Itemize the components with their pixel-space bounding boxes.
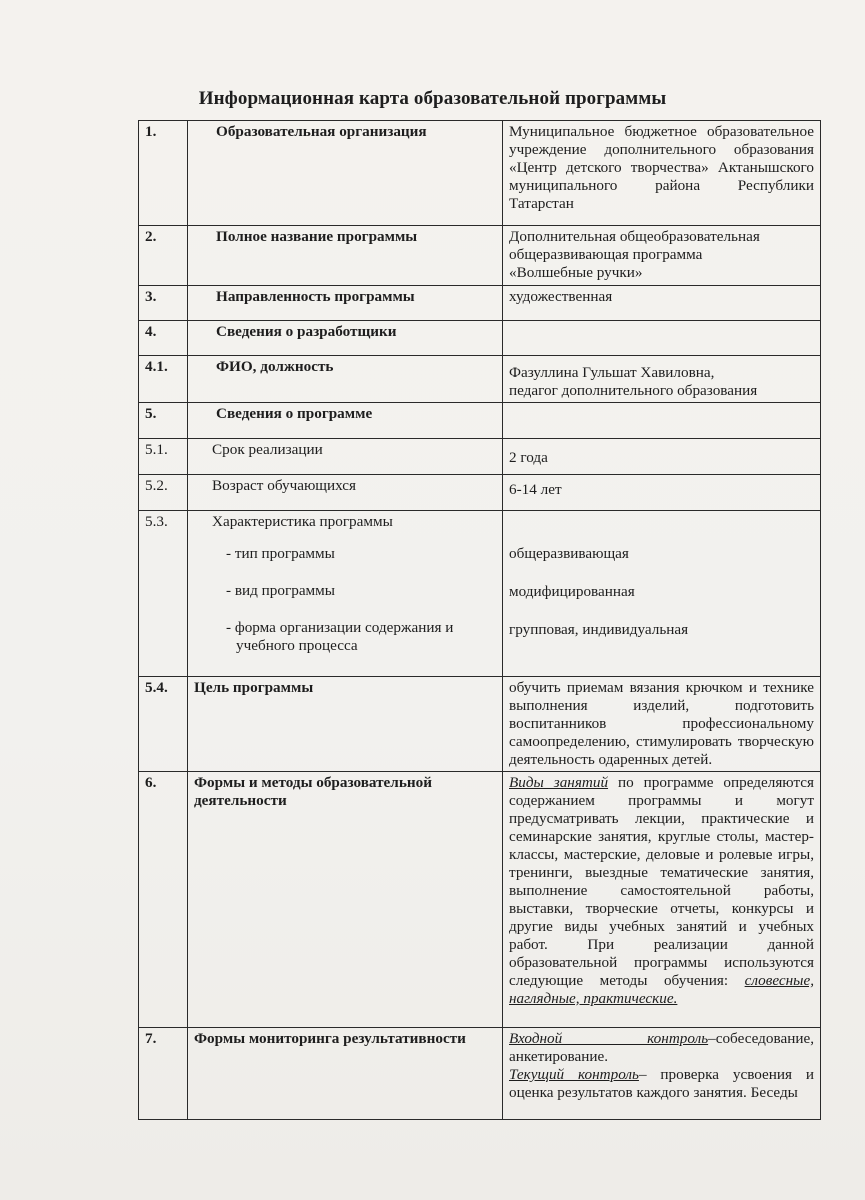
- row-label: [188, 511, 503, 677]
- row-label: Полное название программы: [188, 226, 503, 286]
- row-number: 5.4.: [139, 677, 188, 772]
- value-emphasis: словесные, наглядные, практические.: [509, 972, 814, 1007]
- row-label: Сведения о программе: [188, 403, 503, 439]
- row-label: Формы и методы образовательной деятельности: [188, 772, 503, 1028]
- value-line: педагог дополнительного образования: [509, 382, 758, 399]
- row-number: 3.: [139, 286, 188, 321]
- row-value: [503, 1028, 821, 1120]
- list-item: - тип программы: [226, 545, 496, 563]
- value-paragraph: [509, 1030, 814, 1066]
- table-row: [139, 321, 821, 356]
- table-row: [139, 772, 821, 1028]
- value-line: общеразвивающая программа: [509, 246, 703, 263]
- row-value: 6-14 лет: [503, 475, 821, 511]
- row-value: [503, 511, 821, 677]
- table-row: [139, 439, 821, 475]
- table-row: [139, 403, 821, 439]
- table-row: [139, 475, 821, 511]
- program-info-table: [138, 120, 821, 1120]
- row-number: 6.: [139, 772, 188, 1028]
- row-value: [503, 226, 821, 286]
- value-text: –собеседование, анкетирование.: [509, 1030, 814, 1065]
- row-label: Образовательная организация: [188, 121, 503, 226]
- list-item: общеразвивающая: [509, 545, 629, 562]
- row-label: ФИО, должность: [188, 356, 503, 403]
- characteristics-list: [212, 545, 496, 655]
- row-label: Цель программы: [188, 677, 503, 772]
- document-title: Информационная карта образовательной программы: [198, 88, 667, 109]
- row-number: 5.: [139, 403, 188, 439]
- row-label: Формы мониторинга результативности: [188, 1028, 503, 1120]
- row-number: 5.3.: [139, 511, 188, 677]
- value-line: Дополнительная общеобразовательная: [509, 228, 760, 245]
- value-emphasis: Текущий контроль: [509, 1066, 639, 1083]
- row-value: обучить приемам вязания крючком и технике выполнения изделий, подготовить воспитанников профессиональному самоопределению, стимулировать творческую деятельность одаренных детей.: [503, 677, 821, 772]
- row-value: 2 года: [503, 439, 821, 475]
- row-value: Муниципальное бюджетное образовательное учреждение дополнительного образования «Центр детского творчества» Актанышского муниципального района Республики Татарстан: [503, 121, 821, 226]
- value-emphasis: Виды занятий: [509, 774, 609, 791]
- row-number: 5.2.: [139, 475, 188, 511]
- table-row: [139, 356, 821, 403]
- row-number: 5.1.: [139, 439, 188, 475]
- list-item: - вид программы: [226, 582, 496, 600]
- value-line: «Волшебные ручки»: [509, 264, 643, 281]
- row-label: Срок реализации: [188, 439, 503, 475]
- row-number: 2.: [139, 226, 188, 286]
- row-value: [503, 403, 821, 439]
- row-number: 4.: [139, 321, 188, 356]
- row-label: Сведения о разработщики: [188, 321, 503, 356]
- value-line: Фазуллина Гульшат Хавиловна,: [509, 364, 715, 381]
- characteristics-heading: Характеристика программы: [212, 513, 393, 530]
- row-label: Возраст обучающихся: [188, 475, 503, 511]
- row-number: 1.: [139, 121, 188, 226]
- row-number: 4.1.: [139, 356, 188, 403]
- table-row: [139, 511, 821, 677]
- row-value: [503, 321, 821, 356]
- list-item: - форма организации содержания и учебного процесса: [226, 619, 496, 655]
- value-paragraph: [509, 1066, 814, 1102]
- list-item: модифицированная: [509, 583, 635, 600]
- row-value: [503, 772, 821, 1028]
- value-text: – проверка усвоения и оценка результатов каждого занятия. Беседы: [509, 1066, 814, 1101]
- value-text: по программе определяются содержанием программы и могут предусматривать лекции, практические и семинарские занятия, круглые столы, мастер-классы, мастерские, деловые и ролевые игры, тренинги, выездные тематические занятия, выполнение самостоятельной работы, выставки, творческие отчеты, конкурсы и другие виды учебных занятий и учебных работ. При реализации данной образовательной программы используются следующие методы обучения:: [509, 774, 814, 989]
- table-row: [139, 1028, 821, 1120]
- row-label: Направленность программы: [188, 286, 503, 321]
- value-emphasis: Входной контроль: [509, 1030, 709, 1047]
- row-number: 7.: [139, 1028, 188, 1120]
- row-value: художественная: [503, 286, 821, 321]
- table-row: [139, 121, 821, 226]
- characteristics-values: [509, 545, 814, 639]
- table-row: [139, 677, 821, 772]
- table-row: [139, 226, 821, 286]
- row-value: [503, 356, 821, 403]
- table-row: [139, 286, 821, 321]
- list-item: групповая, индивидуальная: [509, 621, 689, 638]
